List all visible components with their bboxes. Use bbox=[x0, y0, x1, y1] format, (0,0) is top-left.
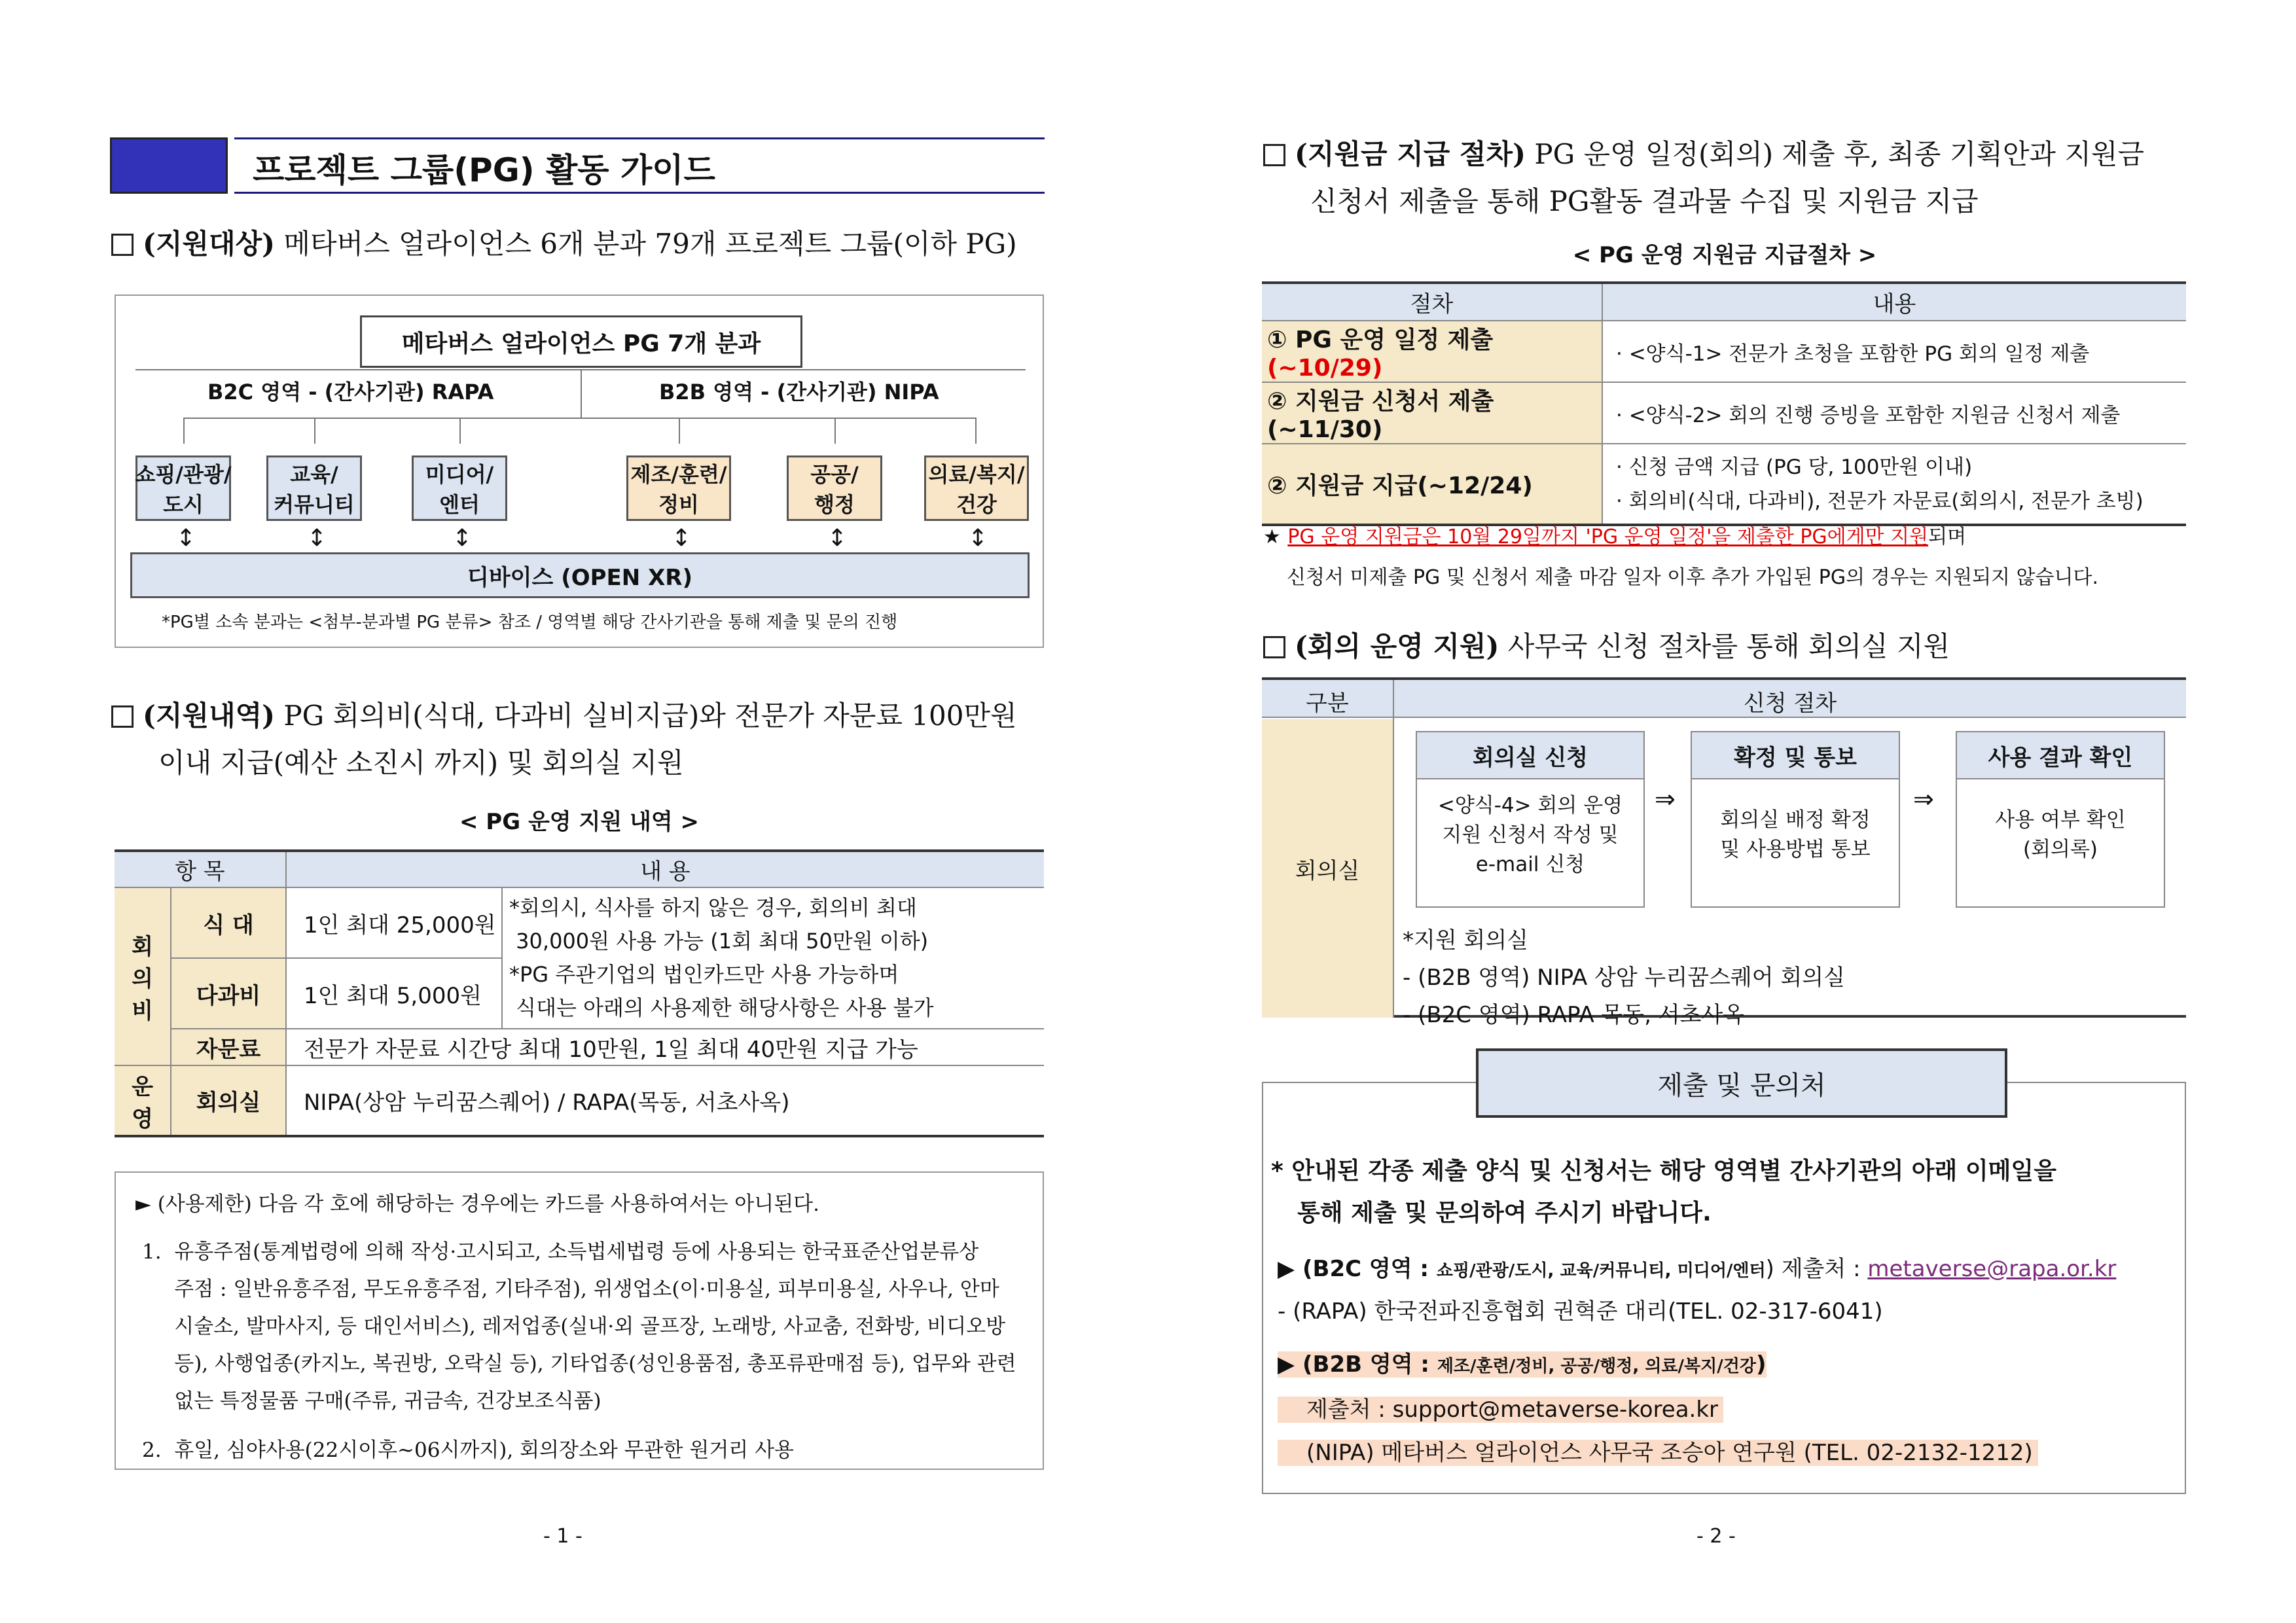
col-header: 구분 bbox=[1306, 690, 1349, 717]
org-tick bbox=[459, 418, 461, 444]
contact-intro: * 안내된 각종 제출 양식 및 신청서는 해당 영역별 간사기관의 아래 이메일을 통해 제출 및 문의하여 주시기 바랍니다. bbox=[1271, 1158, 2056, 1226]
org-item: 교육/ 커뮤니티 bbox=[266, 455, 362, 521]
contact-b2b: ▶ (B2B 영역 : 제조/훈련/정비, 공공/행정, 의료/복지/건강) 제출처 : support@metaverse-korea.kr (NIPA) 메타버스 얼라이언스 사무국 조승아 연구원 (TEL. 02-2132-1212) bbox=[1278, 1343, 2038, 1474]
row-value: 1인 최대 5,000원 bbox=[286, 958, 502, 1029]
col-header: 신청 절차 bbox=[1743, 690, 1837, 717]
org-tick bbox=[834, 418, 836, 444]
updown-arrow-icon: ↕ bbox=[968, 525, 988, 552]
updown-arrow-icon: ↕ bbox=[827, 525, 848, 552]
b2b-email[interactable]: 제출처 : support@metaverse-korea.kr bbox=[1278, 1397, 1723, 1423]
section-text: PG 운영 일정(회의) 제출 후, 최종 기획안과 지원금 bbox=[1534, 138, 2145, 170]
section-text: PG 회의비(식대, 다과비 실비지급)와 전문가 자문료 100만원 bbox=[283, 700, 1017, 732]
proc-step: ② 지원금 지급(~12/24) bbox=[1262, 444, 1602, 525]
proc-step: ② 지원금 신청서 제출 (~11/30) bbox=[1262, 382, 1602, 444]
org-item: 제조/훈련/ 정비 bbox=[626, 455, 731, 521]
section-room bbox=[1263, 625, 1950, 664]
row-value: 1인 최대 25,000원 bbox=[286, 887, 502, 958]
section-head: (지원대상) bbox=[143, 228, 276, 260]
section-head: (회의 운영 지원) bbox=[1295, 630, 1499, 662]
org-chart bbox=[115, 294, 1044, 648]
contact-title: 제출 및 문의처 bbox=[1476, 1048, 2007, 1118]
org-tick bbox=[314, 418, 315, 444]
col-header: 항 목 bbox=[115, 851, 286, 887]
org-tick bbox=[679, 418, 680, 444]
restriction-item: 2. 휴일, 심야사용(22시이후~06시까지), 회의장소와 무관한 원거리 사용 bbox=[142, 1438, 794, 1462]
arrow-right-icon: ⇒ bbox=[1655, 785, 1676, 813]
org-device-box: 디바이스 (OPEN XR) bbox=[130, 552, 1030, 598]
step-title: 확정 및 통보 bbox=[1692, 732, 1899, 779]
updown-arrow-icon: ↕ bbox=[307, 525, 327, 552]
row-value: 전문가 자문료 시간당 최대 10만원, 1일 최대 40만원 지급 가능 bbox=[286, 1029, 1044, 1065]
room-step bbox=[1956, 731, 2165, 908]
org-note: *PG별 소속 분과는 <첨부-분과별 PG 분류> 참조 / 영역별 해당 간사기관을 통해 제출 및 문의 진행 bbox=[162, 613, 898, 632]
contact-b2c: ▶ (B2C 영역 : 쇼핑/관광/도시, 교육/커뮤니티, 미디어/엔터) 제출처 : metaverse@rapa.or.kr - (RAPA) 한국전파진흥협회 권혁준 대리(TEL. 02-317-6041) bbox=[1278, 1256, 2117, 1325]
org-item: 공공/ 행정 bbox=[787, 455, 882, 521]
section-text: 신청서 제출을 통해 PG활동 결과물 수집 및 지원금 지급 bbox=[1310, 185, 1979, 217]
room-table bbox=[1262, 677, 2186, 1028]
checkbox-icon bbox=[1263, 144, 1285, 166]
room-step bbox=[1691, 731, 1900, 908]
row-key: 다과비 bbox=[171, 958, 286, 1029]
procedure-table bbox=[1262, 281, 2186, 526]
col-divider bbox=[1393, 680, 1394, 1018]
org-b2b: B2B 영역 - (간사기관) NIPA bbox=[659, 376, 939, 406]
row-key: 식 대 bbox=[171, 887, 286, 958]
checkbox-icon bbox=[111, 234, 134, 256]
arrow-right-icon: ⇒ bbox=[1913, 785, 1934, 813]
org-tick bbox=[975, 418, 977, 444]
group-label: 운 영 bbox=[115, 1065, 171, 1136]
section-text: 이내 지급(예산 소진시 까지) 및 회의실 지원 bbox=[158, 747, 684, 779]
support-table bbox=[115, 849, 1044, 1137]
col-header: 절차 bbox=[1262, 283, 1602, 321]
section-text: 사무국 신청 절차를 통해 회의실 지원 bbox=[1507, 630, 1950, 662]
page-title: 프로젝트 그룹(PG) 활동 가이드 bbox=[253, 151, 715, 189]
row-key: 자문료 bbox=[171, 1029, 286, 1065]
proc-desc: · 신청 금액 지급 (PG 당, 100만원 이내) · 회의비(식대, 다과비), 전문가 자문료(회의시, 전문가 초빙) bbox=[1602, 444, 2186, 525]
updown-arrow-icon: ↕ bbox=[452, 525, 473, 552]
row-value: NIPA(상암 누리꿈스퀘어) / RAPA(목동, 서초사옥) bbox=[286, 1065, 1044, 1136]
row-note: *회의시, 식사를 하지 않은 경우, 회의비 최대 30,000원 사용 가능 (1회 최대 50만원 이하) *PG 주관기업의 법인카드만 사용 가능하며 식대는 아래의 사용제한 해당사항은 사용 불가 bbox=[502, 887, 1044, 1029]
row-key: 회의실 bbox=[171, 1065, 286, 1136]
step-title: 회의실 신청 bbox=[1417, 732, 1643, 779]
warning-note: ★ PG 운영 지원금은 10월 29일까지 'PG 운영 일정'을 제출한 PG에게만 지원되며 신청서 미제출 PG 및 신청서 제출 마감 일자 이후 추가 가입된 PG의 경우는 지원되지 않습니다. bbox=[1263, 526, 2099, 589]
page-number: - 2 - bbox=[1696, 1525, 1736, 1548]
proc-desc: · <양식-1> 전문가 초청을 포함한 PG 회의 일정 제출 bbox=[1602, 321, 2186, 382]
room-step bbox=[1416, 731, 1645, 908]
page-number: - 1 - bbox=[543, 1525, 583, 1548]
section-target bbox=[111, 223, 1017, 262]
org-branch-line bbox=[183, 418, 975, 419]
title-line-bottom bbox=[234, 192, 1045, 194]
room-notes: *지원 회의실 - (B2B 영역) NIPA 상암 누리꿈스퀘어 회의실 - (B2C 영역) RAPA 목동, 서초사옥 bbox=[1403, 927, 1845, 1028]
col-header: 내용 bbox=[1602, 283, 2186, 321]
org-item: 의료/복지/ 건강 bbox=[924, 455, 1029, 521]
updown-arrow-icon: ↕ bbox=[672, 525, 692, 552]
table-caption: < PG 운영 지원금 지급절차 > bbox=[1572, 242, 1877, 268]
step-body: 회의실 배정 확정 및 사용방법 통보 bbox=[1720, 808, 1871, 861]
updown-arrow-icon: ↕ bbox=[176, 525, 196, 552]
step-body: 사용 여부 확인 (회의록) bbox=[1995, 808, 2126, 861]
proc-step: ① PG 운영 일정 제출 (~10/29) bbox=[1262, 321, 1602, 382]
title-line-top bbox=[234, 137, 1045, 139]
table-caption: < PG 운영 지원 내역 > bbox=[459, 809, 700, 835]
restriction-item: 1. 유흥주점(통계법령에 의해 작성·고시되고, 소득법세법령 등에 사용되는 한국표준산업분류상 주점 : 일반유흥주점, 무도유흥주점, 기타주점), 위생업소(이·미용실, 피부미용실, 사우나, 안마 시술소, 발마사지, 등 대인서비스), 레저업종(실내·외 골프장, 노래방, 사교춤, 전화방, 비디오방 등), 사행업종(카지노, 복권방, 오락실 등), 기타업종(성인용품점, 총포류판매점 등), 업무와 관련 없는 특정물품 구매(주류, 귀금속, 건강보조식품) bbox=[142, 1240, 1016, 1413]
checkbox-icon bbox=[111, 705, 134, 728]
org-tick bbox=[183, 418, 185, 444]
title-color-block bbox=[110, 137, 228, 194]
org-top-box: 메타버스 얼라이언스 PG 7개 분과 bbox=[360, 315, 802, 368]
section-head: (지원금 지급 절차) bbox=[1295, 138, 1526, 170]
section-support bbox=[111, 692, 1017, 787]
room-label-cell: 회의실 bbox=[1262, 719, 1393, 1018]
org-item: 미디어/ 엔터 bbox=[412, 455, 507, 521]
org-item: 쇼핑/관광/ 도시 bbox=[135, 455, 231, 521]
proc-desc: · <양식-2> 회의 진행 증빙을 포함한 지원금 신청서 제출 bbox=[1602, 382, 2186, 444]
step-title: 사용 결과 확인 bbox=[1957, 732, 2164, 779]
org-b2c: B2C 영역 - (간사기관) RAPA bbox=[207, 376, 493, 406]
col-header: 내 용 bbox=[286, 851, 1044, 887]
restriction-box bbox=[115, 1171, 1044, 1470]
section-text: 메타버스 얼라이언스 6개 분과 79개 프로젝트 그룹(이하 PG) bbox=[283, 228, 1017, 260]
section-payment bbox=[1263, 131, 2144, 225]
step-body: <양식-4> 회의 운영 지원 신청서 작성 및 e-mail 신청 bbox=[1437, 794, 1623, 876]
restriction-head: ► (사용제한) 다음 각 호에 해당하는 경우에는 카드를 사용하여서는 아니된다. bbox=[135, 1192, 819, 1216]
checkbox-icon bbox=[1263, 636, 1285, 658]
section-head: (지원내역) bbox=[143, 700, 276, 732]
org-vline bbox=[581, 369, 582, 418]
group-label: 회 의 비 bbox=[115, 887, 171, 1065]
b2c-email-link[interactable]: metaverse@rapa.or.kr bbox=[1867, 1256, 2117, 1282]
